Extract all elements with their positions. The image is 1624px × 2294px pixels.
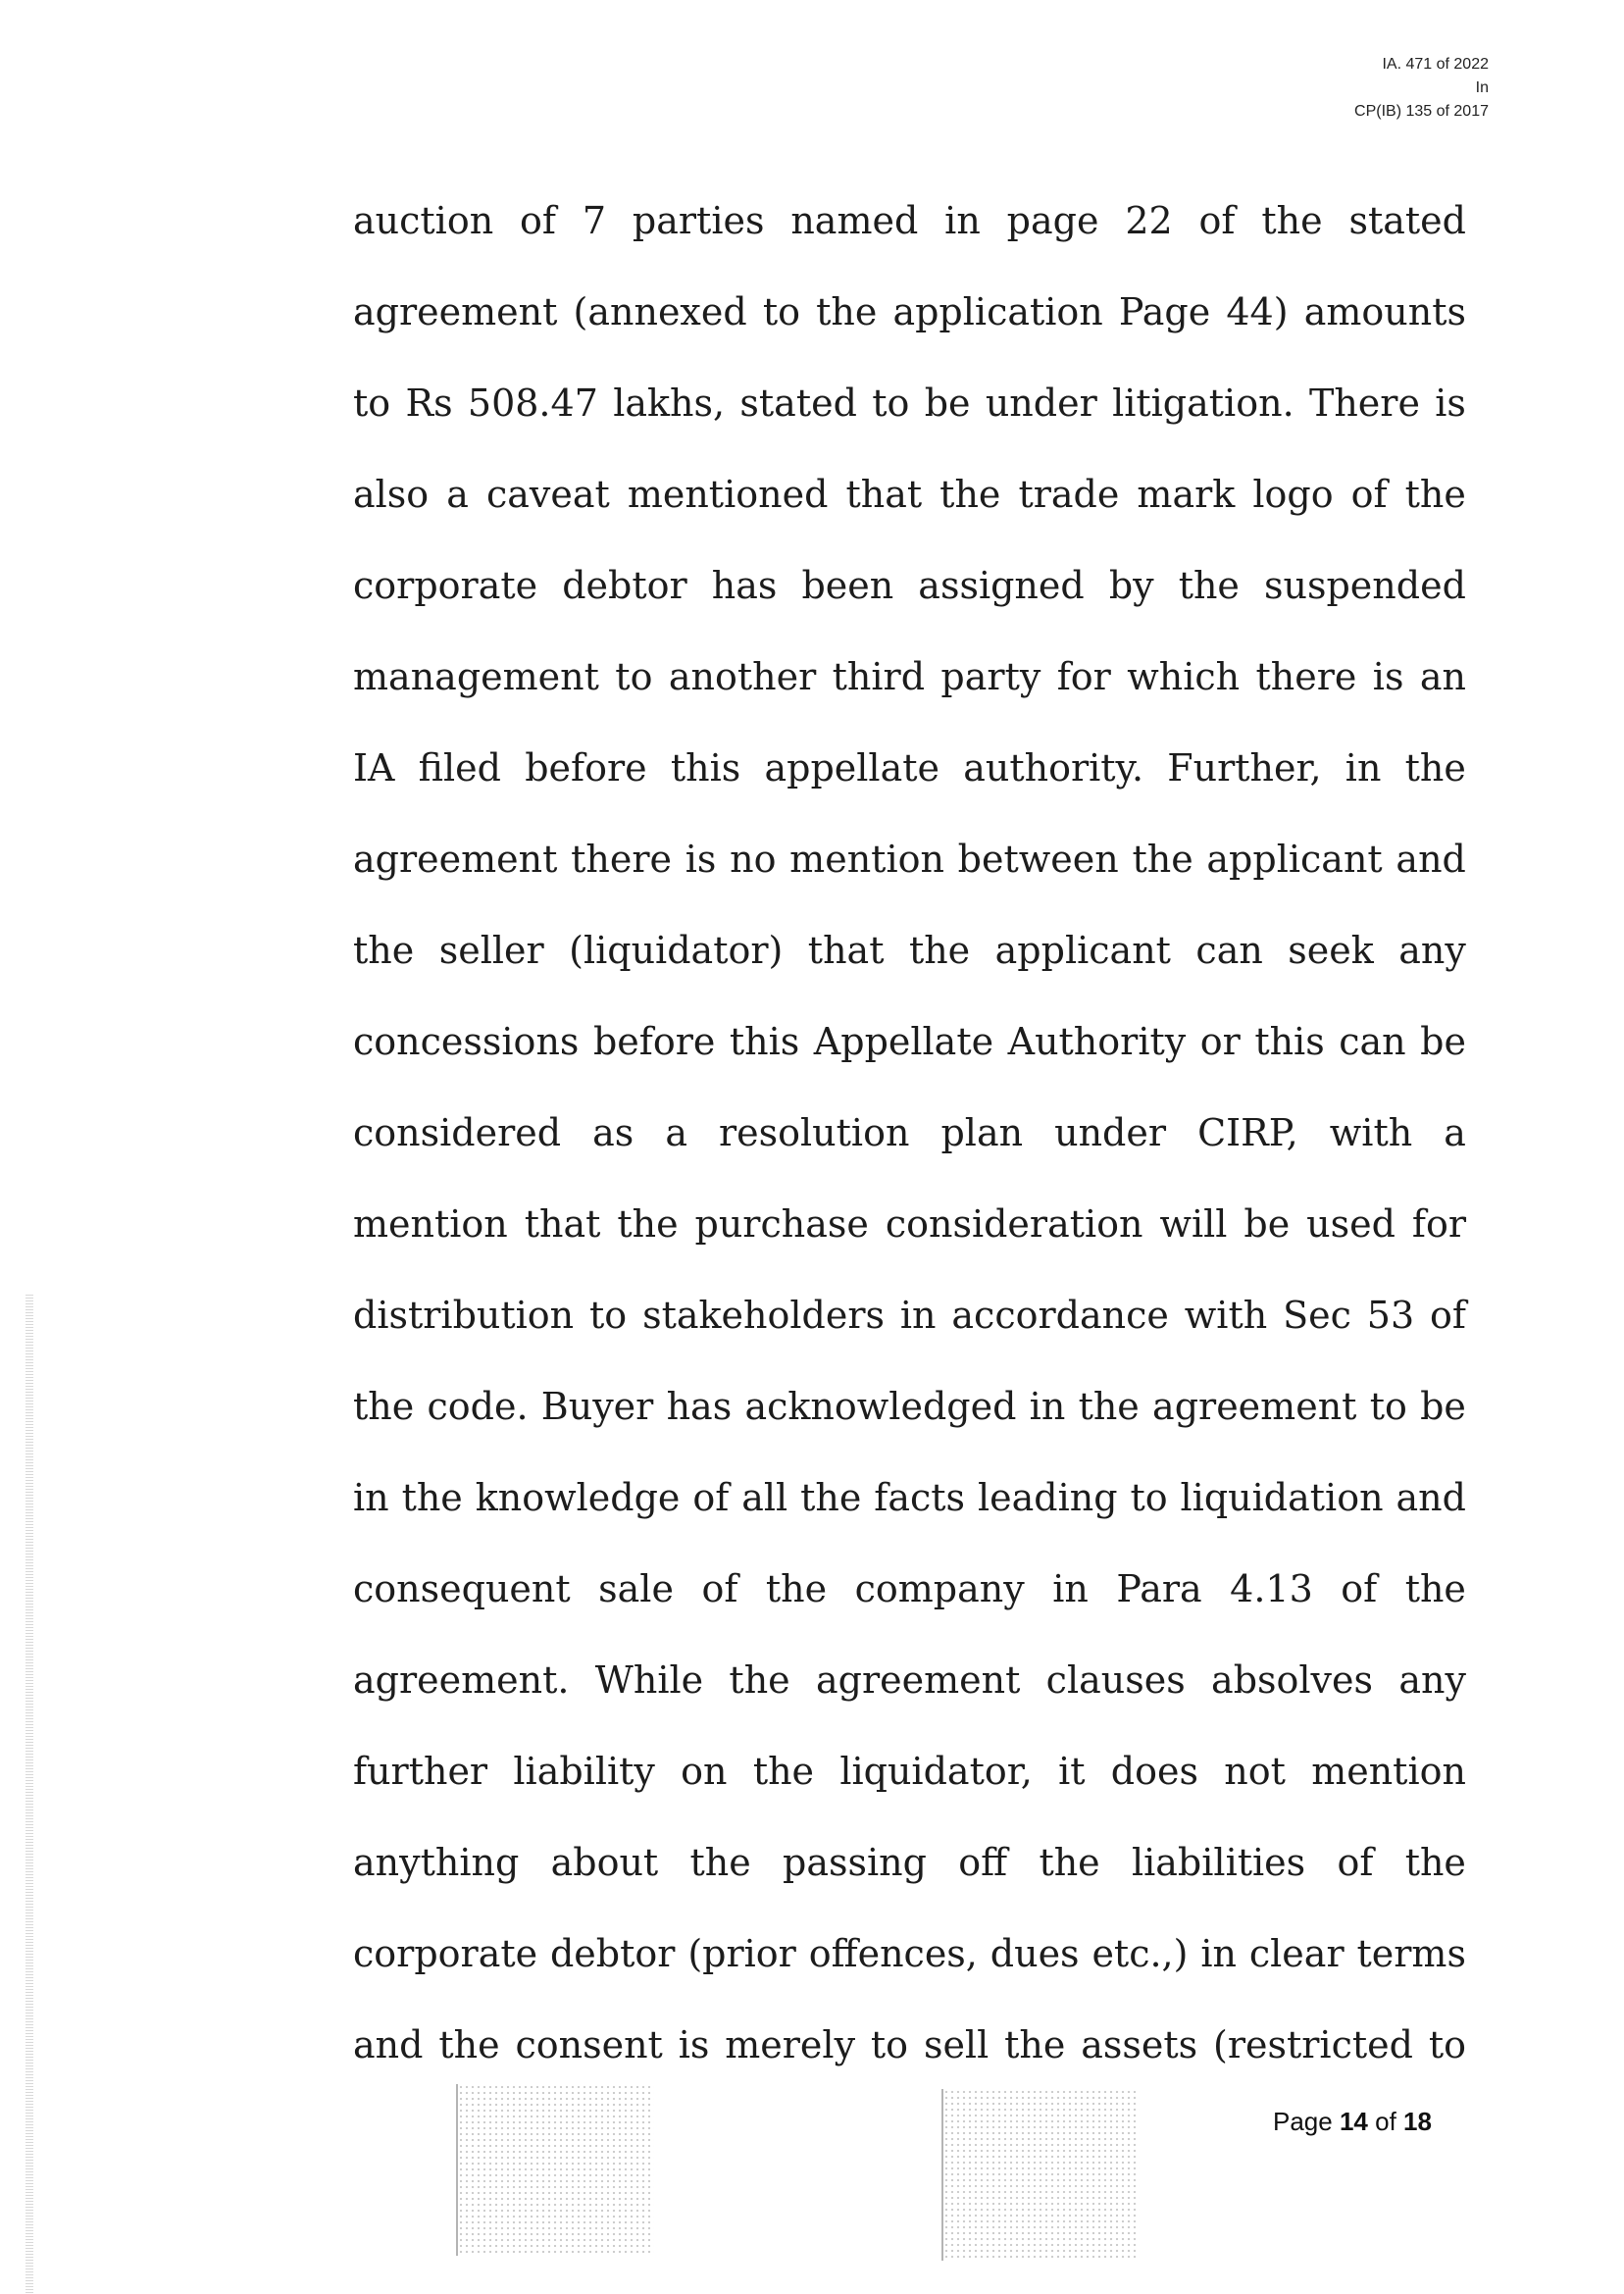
word: stated — [1348, 198, 1466, 242]
word: mention — [789, 837, 944, 881]
word: Sec — [1283, 1293, 1351, 1337]
word: liquidator, — [839, 1749, 1033, 1793]
word: or — [1199, 1019, 1241, 1063]
order-body-text — [353, 175, 1466, 2090]
word: agreement — [353, 837, 558, 881]
word: for — [1411, 1201, 1466, 1246]
word: be — [1243, 1201, 1291, 1246]
word: that — [524, 1201, 601, 1246]
word: liabilities — [1131, 1840, 1306, 1884]
word: named — [790, 198, 919, 242]
word: seller — [438, 928, 544, 972]
word: the — [1132, 837, 1193, 881]
word: that — [807, 928, 885, 972]
word: with — [1184, 1293, 1268, 1337]
word: mention — [353, 1201, 508, 1246]
text-line — [353, 1360, 1466, 1452]
word: 508.47 — [467, 381, 598, 425]
word: is — [678, 2022, 710, 2066]
word: consequent — [353, 1566, 571, 1610]
text-line — [353, 175, 1466, 266]
word: merely — [725, 2022, 856, 2066]
word: in — [1029, 1384, 1066, 1428]
text-line — [353, 904, 1466, 995]
case-in-label: In — [1475, 79, 1489, 96]
word: (prior — [687, 1931, 796, 1975]
word: to — [1130, 1475, 1168, 1519]
word: to — [615, 654, 653, 698]
word: agreement — [815, 1657, 1021, 1702]
word: to — [872, 381, 910, 425]
word: While — [594, 1657, 704, 1702]
word: another — [668, 654, 817, 698]
word: the — [939, 472, 1001, 516]
text-line — [353, 1178, 1466, 1269]
word: a — [665, 1110, 687, 1154]
text-line — [353, 1999, 1466, 2090]
word: it — [1058, 1749, 1086, 1793]
word: has — [711, 563, 778, 607]
word: (annexed — [573, 289, 747, 333]
word: stated — [739, 381, 857, 425]
word: applicant — [994, 928, 1171, 972]
word: sell — [923, 2022, 990, 2066]
word: liability — [513, 1749, 655, 1793]
word: There — [1308, 381, 1420, 425]
word: to — [870, 2022, 909, 2066]
cp-number: CP(IB) 135 of 2017 — [1354, 103, 1489, 120]
signature-seal-left — [456, 2084, 654, 2256]
word: for — [1056, 654, 1111, 698]
word: in — [899, 1293, 937, 1337]
word: Appellate — [813, 1019, 994, 1063]
word: knowledge — [475, 1475, 681, 1519]
word: will — [1159, 1201, 1228, 1246]
word: absolves — [1211, 1657, 1374, 1702]
word: sale — [598, 1566, 674, 1610]
text-line — [353, 1452, 1466, 1543]
word: and — [353, 2022, 424, 2066]
word: agreement — [353, 289, 558, 333]
word: can — [1339, 1019, 1406, 1063]
text-line — [353, 995, 1466, 1087]
word: debtor — [549, 1931, 676, 1975]
word: agreement — [1152, 1384, 1357, 1428]
word: there — [1255, 654, 1357, 698]
word: also — [353, 472, 430, 516]
word: code. — [427, 1384, 529, 1428]
word: facts — [874, 1475, 966, 1519]
word: acknowledged — [744, 1384, 1017, 1428]
word: accordance — [951, 1293, 1169, 1337]
word: with — [1329, 1110, 1413, 1154]
word: to — [1428, 2022, 1466, 2066]
word: to — [1369, 1384, 1407, 1428]
word: consent — [515, 2022, 663, 2066]
word: the — [353, 1384, 415, 1428]
text-line — [353, 813, 1466, 904]
word: mention — [1311, 1749, 1466, 1793]
word: 7 — [582, 198, 607, 242]
text-line — [353, 1725, 1466, 1816]
word: that — [845, 472, 923, 516]
word: to — [589, 1293, 628, 1337]
word: corporate — [353, 1931, 538, 1975]
text-line — [353, 1634, 1466, 1725]
text-line — [353, 448, 1466, 539]
word: an — [1419, 654, 1466, 698]
word: CIRP, — [1197, 1110, 1298, 1154]
word: the — [752, 1749, 815, 1793]
word: parties — [632, 198, 765, 242]
word: liquidation — [1180, 1475, 1384, 1519]
word: application — [892, 289, 1103, 333]
word: Authority — [1007, 1019, 1187, 1063]
word: used — [1306, 1201, 1396, 1246]
word: authority. — [963, 745, 1144, 790]
word: all — [741, 1475, 788, 1519]
scan-edge-artifact — [25, 1295, 33, 2294]
word: auction — [353, 198, 494, 242]
word: lakhs, — [613, 381, 726, 425]
word: be — [924, 381, 971, 425]
text-line — [353, 631, 1466, 722]
word: the — [800, 1475, 862, 1519]
word: is — [1435, 381, 1466, 425]
word: of — [1337, 1840, 1374, 1884]
word: of — [1430, 1293, 1466, 1337]
word: IA — [353, 745, 395, 790]
signature-seal-right — [941, 2089, 1140, 2261]
word: the — [1404, 472, 1466, 516]
word: 44) — [1226, 289, 1289, 333]
page-number — [1273, 2107, 1432, 2137]
word: further — [353, 1749, 488, 1793]
word: the — [1178, 563, 1240, 607]
word: no — [730, 837, 777, 881]
word: been — [801, 563, 894, 607]
case-number: IA. 471 of 2022 — [1382, 56, 1489, 73]
word: Page — [1118, 289, 1211, 333]
word: the — [1404, 745, 1466, 790]
word: be — [1420, 1384, 1466, 1428]
page-of: of — [1375, 2107, 1396, 2136]
word: to — [353, 381, 391, 425]
word: the — [1404, 1566, 1466, 1610]
word: of — [701, 1566, 738, 1610]
word: the — [617, 1201, 679, 1246]
word: Rs — [405, 381, 453, 425]
word: leading — [977, 1475, 1118, 1519]
word: the — [1004, 2022, 1066, 2066]
word: distribution — [353, 1293, 575, 1337]
word: is — [685, 837, 717, 881]
text-line — [353, 539, 1466, 631]
text-line — [353, 722, 1466, 813]
word: the — [689, 1840, 751, 1884]
text-line — [353, 1816, 1466, 1908]
word: litigation. — [1112, 381, 1294, 425]
word: the — [1404, 1840, 1466, 1884]
word: between — [957, 837, 1119, 881]
word: the — [1261, 198, 1323, 242]
word: party — [940, 654, 1041, 698]
word: applicant — [1206, 837, 1383, 881]
word: stakeholders — [642, 1293, 885, 1337]
word: concessions — [353, 1019, 580, 1063]
page-current: 14 — [1339, 2107, 1368, 2136]
word: a — [1444, 1110, 1466, 1154]
word: of — [520, 198, 556, 242]
word: logo — [1252, 472, 1334, 516]
word: corporate — [353, 563, 538, 607]
word: Para — [1116, 1566, 1202, 1610]
word: dues — [990, 1931, 1080, 1975]
word: in — [1345, 745, 1382, 790]
word: by — [1108, 563, 1154, 607]
word: any — [1398, 1657, 1466, 1702]
word: resolution — [719, 1110, 910, 1154]
word: trade — [1018, 472, 1120, 516]
word: clauses — [1045, 1657, 1186, 1702]
word: third — [832, 654, 926, 698]
word: this — [670, 745, 741, 790]
word: etc.,) — [1091, 1931, 1189, 1975]
case-reference — [1354, 53, 1489, 124]
word: before — [592, 1019, 716, 1063]
word: can — [1195, 928, 1263, 972]
word: as — [592, 1110, 634, 1154]
page-total: 18 — [1403, 2107, 1432, 2136]
word: to — [762, 289, 800, 333]
word: passing — [783, 1840, 927, 1884]
text-line — [353, 1543, 1466, 1634]
word: has — [666, 1384, 733, 1428]
word: of — [692, 1475, 730, 1519]
word: about — [550, 1840, 659, 1884]
word: of — [1198, 198, 1236, 242]
word: management — [353, 654, 599, 698]
word: under — [1054, 1110, 1167, 1154]
word: the — [1078, 1384, 1140, 1428]
word: before — [525, 745, 647, 790]
text-line — [353, 1269, 1466, 1360]
word: assigned — [918, 563, 1085, 607]
word: consideration — [885, 1201, 1143, 1246]
word: in — [1052, 1566, 1089, 1610]
word: seek — [1288, 928, 1374, 972]
word: the — [816, 289, 878, 333]
word: be — [1420, 1019, 1466, 1063]
word: page — [1006, 198, 1099, 242]
word: a — [446, 472, 469, 516]
word: debtor — [562, 563, 687, 607]
word: the — [729, 1657, 790, 1702]
text-line — [353, 266, 1466, 357]
word: assets — [1081, 2022, 1198, 2066]
word: this — [1254, 1019, 1325, 1063]
page-label: Page — [1273, 2107, 1333, 2136]
text-line — [353, 1908, 1466, 1999]
word: 4.13 — [1230, 1566, 1313, 1610]
word: in — [944, 198, 981, 242]
word: does — [1110, 1749, 1198, 1793]
word: mark — [1137, 472, 1236, 516]
word: Further, — [1167, 745, 1322, 790]
word: in — [1200, 1931, 1237, 1975]
word: offences, — [808, 1931, 978, 1975]
word: under — [985, 381, 1097, 425]
word: the — [401, 1475, 463, 1519]
word: off — [958, 1840, 1008, 1884]
word: (liquidator) — [569, 928, 784, 972]
word: considered — [353, 1110, 562, 1154]
word: clear — [1248, 1931, 1345, 1975]
word: the — [438, 2022, 500, 2066]
word: mentioned — [627, 472, 829, 516]
word: appellate — [764, 745, 939, 790]
word: not — [1224, 1749, 1286, 1793]
word: company — [854, 1566, 1025, 1610]
word: caveat — [485, 472, 610, 516]
word: the — [1039, 1840, 1100, 1884]
word: and — [1396, 837, 1466, 881]
word: agreement. — [353, 1657, 570, 1702]
text-line — [353, 1087, 1466, 1178]
word: the — [353, 928, 415, 972]
word: there — [571, 837, 672, 881]
word: purchase — [694, 1201, 869, 1246]
word: 22 — [1125, 198, 1173, 242]
word: Buyer — [540, 1384, 654, 1428]
word: this — [729, 1019, 800, 1063]
word: any — [1398, 928, 1466, 972]
word: and — [1396, 1475, 1466, 1519]
word: the — [908, 928, 971, 972]
word: (restricted — [1213, 2022, 1413, 2066]
word: the — [765, 1566, 828, 1610]
word: amounts — [1303, 289, 1466, 333]
word: plan — [940, 1110, 1024, 1154]
word: terms — [1356, 1931, 1466, 1975]
word: in — [353, 1475, 389, 1519]
word: suspended — [1264, 563, 1466, 607]
word: which — [1127, 654, 1241, 698]
text-line — [353, 357, 1466, 448]
word: is — [1372, 654, 1404, 698]
word: anything — [353, 1840, 520, 1884]
word: 53 — [1366, 1293, 1415, 1337]
word: filed — [418, 745, 501, 790]
word: on — [681, 1749, 728, 1793]
word: of — [1341, 1566, 1378, 1610]
word: of — [1350, 472, 1388, 516]
